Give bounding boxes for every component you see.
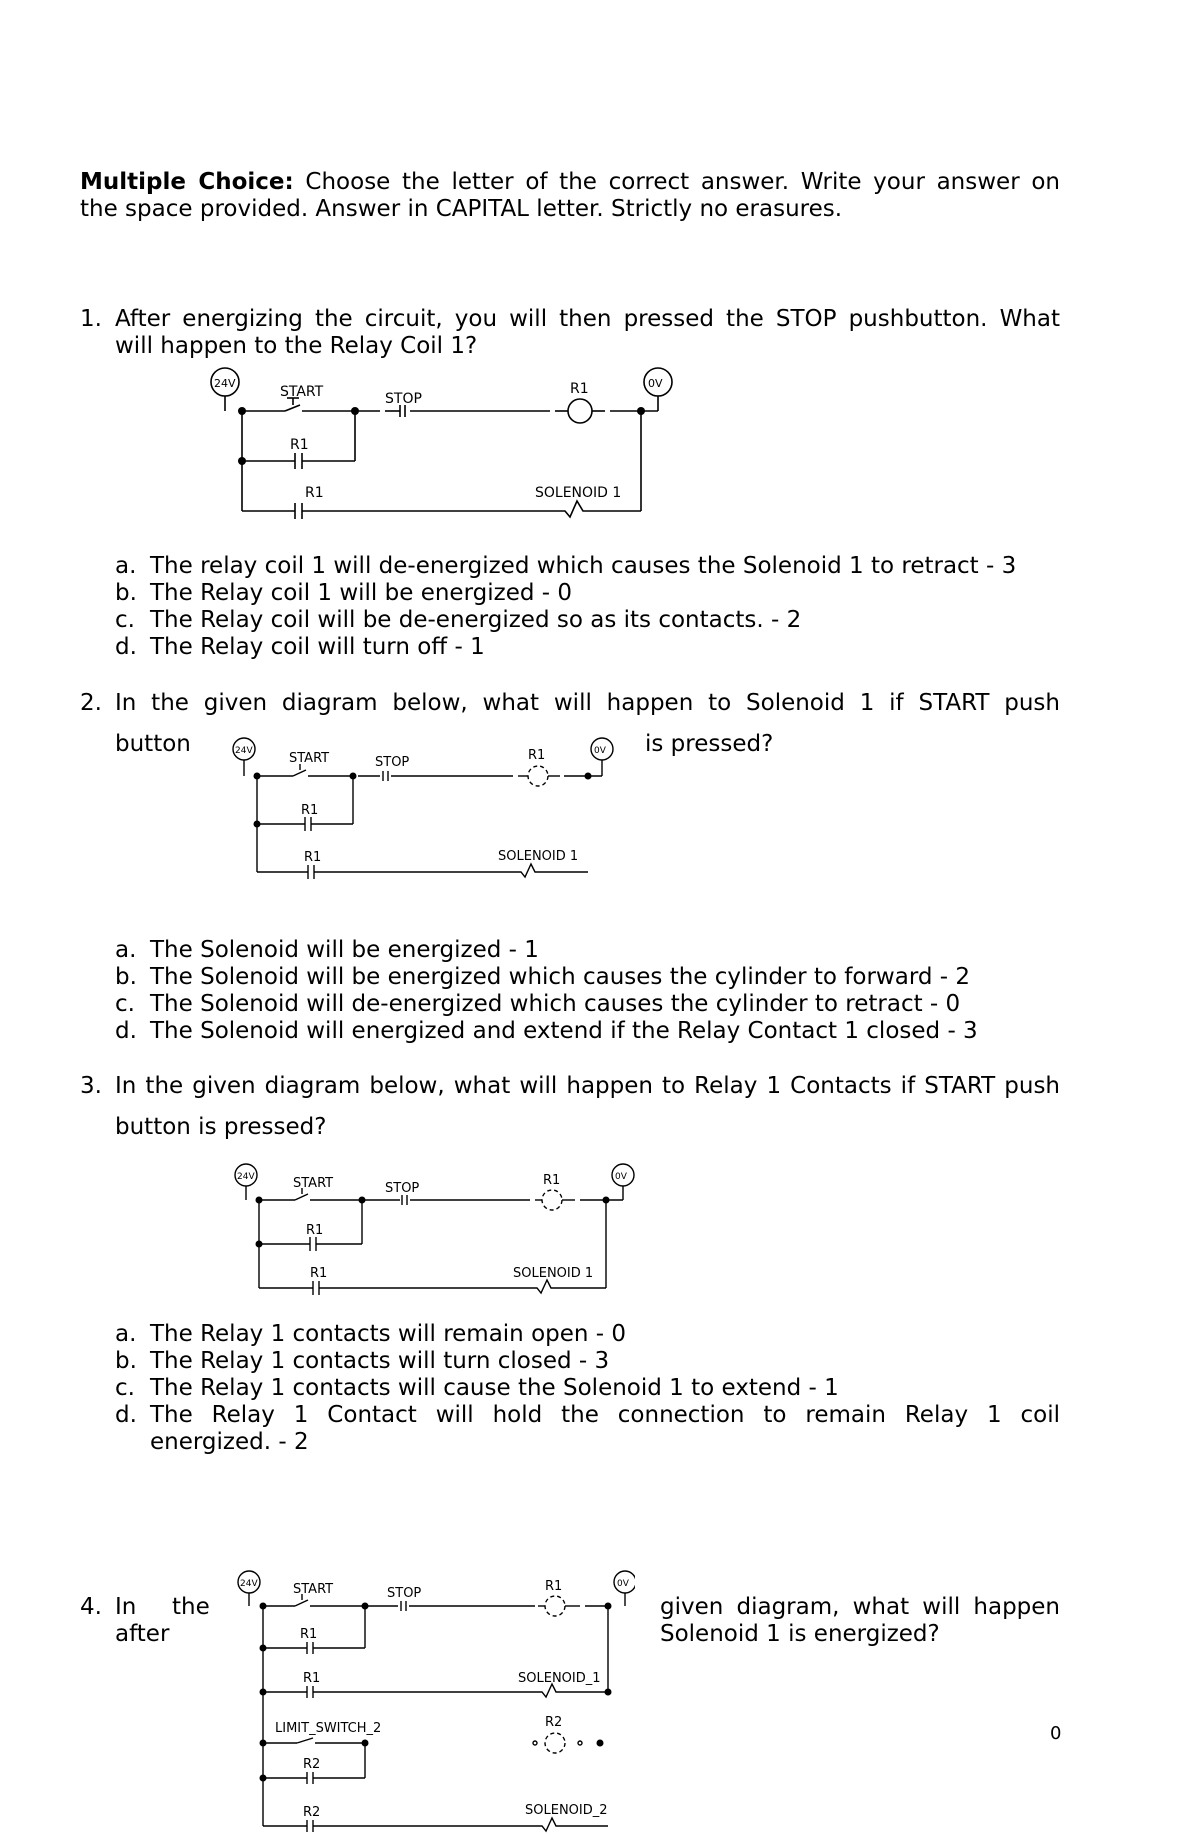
question-3-circuit-diagram <box>230 1160 640 1300</box>
question-1-option-b <box>115 580 1060 607</box>
q4-r1-contact2-label: R1 <box>303 1671 321 1686</box>
q1-solenoid-label: SOLENOID 1 <box>535 485 622 501</box>
question-3-option-a <box>115 1321 1060 1348</box>
option-text: The Relay 1 contacts will turn closed - 3 <box>150 1348 610 1374</box>
q3-r1-contact2-label: R1 <box>310 1266 328 1281</box>
q2-24v-label: 24V <box>235 746 253 756</box>
option-text: The Relay 1 contacts will cause the Solenoid 1 to extend - 1 <box>150 1375 839 1401</box>
q4-start-label: START <box>293 1582 334 1597</box>
question-4-number: 4. <box>80 1594 102 1620</box>
option-text: The Relay 1 Contact will hold the connection to remain Relay 1 coil <box>150 1402 1060 1428</box>
option-text: The Solenoid will be energized - 1 <box>150 937 539 963</box>
question-3-option-b <box>115 1348 1060 1375</box>
page-number: 0 <box>1050 1723 1062 1744</box>
option-letter: c. <box>115 607 135 633</box>
question-2-line2-start: button <box>115 731 191 757</box>
question-2-option-d <box>115 1018 1060 1045</box>
option-letter: d. <box>115 634 137 660</box>
question-3-option-c <box>115 1375 1060 1402</box>
question-4-right-line1: given diagram, what will happen <box>660 1594 1060 1620</box>
instructions-line1: Choose the letter of the correct answer. Write your answer on <box>305 169 1060 195</box>
question-1-circuit-diagram <box>205 365 685 525</box>
question-1-line1: After energizing the circuit, you will then pressed the STOP pushbutton. What <box>115 306 1060 332</box>
option-letter: c. <box>115 1375 135 1401</box>
option-letter: d. <box>115 1402 137 1428</box>
instructions <box>80 169 1060 196</box>
question-3-option-d-continued: energized. - 2 <box>150 1429 309 1455</box>
option-letter: d. <box>115 1018 137 1044</box>
q2-r1-coil-label: R1 <box>528 748 546 763</box>
question-2-number: 2. <box>80 690 102 716</box>
option-letter: a. <box>115 1321 137 1347</box>
q4-r2-contact-label: R2 <box>303 1757 321 1772</box>
q1-24v-label: 24V <box>214 377 236 390</box>
q2-start-label: START <box>289 751 330 766</box>
option-text: The Solenoid will de-energized which causes the cylinder to retract - 0 <box>150 991 961 1017</box>
q4-r2-contact2-label: R2 <box>303 1805 321 1820</box>
question-1-line2: will happen to the Relay Coil 1? <box>115 333 478 359</box>
question-4-circuit-diagram <box>235 1568 635 1835</box>
q1-r1-coil-label: R1 <box>570 381 589 397</box>
question-1-option-a <box>115 553 1060 580</box>
q1-start-label: START <box>280 384 324 400</box>
q4-stop-label: STOP <box>387 1586 422 1601</box>
option-text: The Solenoid will energized and extend if the Relay Contact 1 closed - 3 <box>150 1018 978 1044</box>
q4-r1-contact-label: R1 <box>300 1627 318 1642</box>
option-letter: c. <box>115 991 135 1017</box>
q1-0v-label: 0V <box>648 377 663 390</box>
question-2-circuit-diagram <box>228 735 618 880</box>
option-text: The Solenoid will be energized which causes the cylinder to forward - 2 <box>150 964 971 990</box>
question-2-option-a <box>115 937 1060 964</box>
q1-r1-contact-label: R1 <box>290 437 309 453</box>
q4-limit-switch-label: LIMIT_SWITCH_2 <box>275 1721 382 1736</box>
q3-r1-contact-label: R1 <box>306 1223 324 1238</box>
q4-r1-coil-label: R1 <box>545 1579 563 1594</box>
q4-24v-label: 24V <box>240 1579 258 1589</box>
q3-24v-label: 24V <box>237 1172 255 1182</box>
q3-start-label: START <box>293 1176 334 1191</box>
q3-stop-label: STOP <box>385 1181 420 1196</box>
question-2-option-c <box>115 991 1060 1018</box>
question-1-option-c <box>115 607 1060 634</box>
instructions-label: Multiple Choice: <box>80 169 294 195</box>
question-3-line1: In the given diagram below, what will happen to Relay 1 Contacts if START push <box>115 1073 1060 1099</box>
question-3-option-d <box>115 1402 1060 1429</box>
option-text: The Relay coil 1 will be energized - 0 <box>150 580 572 606</box>
question-2-line2-end: is pressed? <box>645 731 774 757</box>
q4-r2-coil-label: R2 <box>545 1715 563 1730</box>
question-4-word-the: the <box>172 1594 210 1620</box>
question-3-line2: button is pressed? <box>115 1114 327 1140</box>
q1-stop-label: STOP <box>385 391 422 407</box>
q1-r1-contact2-label: R1 <box>305 485 324 501</box>
q2-r1-contact-label: R1 <box>301 803 319 818</box>
q4-solenoid1-label: SOLENOID_1 <box>518 1671 601 1686</box>
q2-stop-label: STOP <box>375 755 410 770</box>
option-text: The Relay coil will turn off - 1 <box>150 634 485 660</box>
q3-solenoid-label: SOLENOID 1 <box>513 1266 594 1281</box>
option-text: The Relay 1 contacts will remain open - 0 <box>150 1321 627 1347</box>
question-2-option-b <box>115 964 1060 991</box>
q4-solenoid2-label: SOLENOID_2 <box>525 1803 608 1818</box>
q2-0v-label: 0V <box>594 746 606 756</box>
q2-solenoid-label: SOLENOID 1 <box>498 849 579 864</box>
q4-0v-label: 0V <box>617 1579 629 1589</box>
instructions-line2: the space provided. Answer in CAPITAL letter. Strictly no erasures. <box>80 196 843 222</box>
option-letter: b. <box>115 964 137 990</box>
question-2-line1: In the given diagram below, what will happen to Solenoid 1 if START push <box>115 690 1060 716</box>
option-letter: a. <box>115 937 137 963</box>
option-letter: b. <box>115 580 137 606</box>
q3-0v-label: 0V <box>615 1172 627 1182</box>
q3-r1-coil-label: R1 <box>543 1173 561 1188</box>
question-1-option-d <box>115 634 1060 661</box>
question-4-word-after: after <box>115 1621 170 1647</box>
question-1-number: 1. <box>80 306 102 332</box>
q2-r1-contact2-label: R1 <box>304 850 322 865</box>
question-3-number: 3. <box>80 1073 102 1099</box>
option-text: The relay coil 1 will de-energized which causes the Solenoid 1 to retract - 3 <box>150 553 1017 579</box>
question-4-right-line2: Solenoid 1 is energized? <box>660 1621 940 1647</box>
question-4-word-in: In <box>115 1594 137 1620</box>
option-text: The Relay coil will be de-energized so as its contacts. - 2 <box>150 607 802 633</box>
option-letter: a. <box>115 553 137 579</box>
option-letter: b. <box>115 1348 137 1374</box>
